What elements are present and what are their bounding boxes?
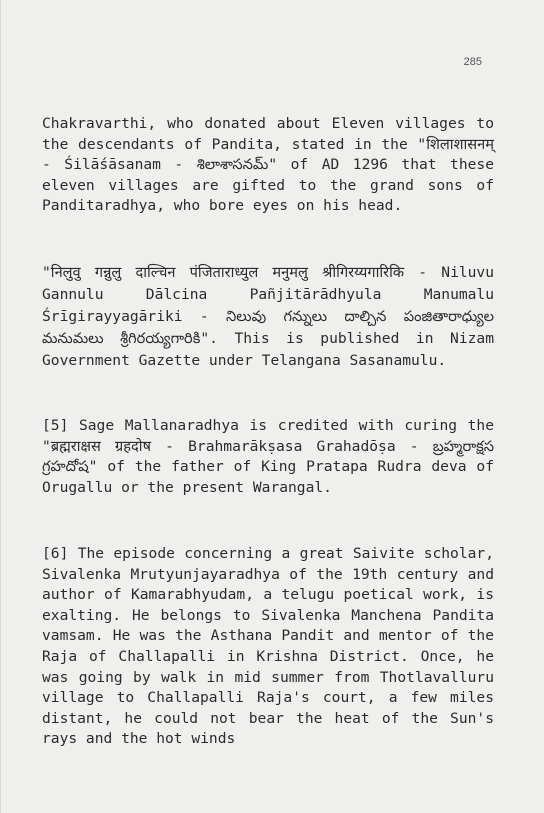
paragraph-1: Chakravarthi, who donated about Eleven villages to the descendants of Pandita, stated in the "शिलाशासनम् - Śilāśāsanam - శిలాశాసనమ్" of AD 1296 that these eleven villages are gifted to the grand sons of Panditaradhya, who bore eyes on his head.	[42, 115, 494, 215]
paragraph-2: "निलुवु गन्नुलु दाल्चिन पंजिताराध्युल मनुमलु श्रीगिरय्यगारिकि - Niluvu Gannulu Dālcina Pañjitārādhyula Manumalu Śrīgirayyagāriki - నిలువు గన్నులు దాల్చిన పంజితారాధ్యుల మనుమలు శ్రీగిరయ్యగారికి". This is published in Nizam Government Gazette under Telangana Sasanamulu.	[42, 264, 494, 369]
paragraph-4: [6] The episode concerning a great Saivite scholar, Sivalenka Mrutyunjayaradhya of the 19th century and author of Kamarabhyudam, a telugu poetical work, is exalting. He belongs to Sivalenka Manchena Pandita vamsam. He was the Asthana Pandit and mentor of the Raja of Challapalli in Krishna District. Once, he was going by walk in mid summer from Thotlavalluru village to Challapalli Raja's court, a few miles distant, he could not bear the heat of the Sun's rays and the hot winds	[42, 545, 494, 748]
page-number: 285	[463, 56, 482, 68]
paragraph-3: [5] Sage Mallanaradhya is credited with curing the "ब्रह्मराक्षस ग्रहदोष - Brahmarākṣasa Grahadōṣa - బ్రహ్మరాక్షస గ్రహదోష" of the father of King Pratapa Rudra deva of Orugallu or the present Warangal.	[42, 417, 494, 496]
